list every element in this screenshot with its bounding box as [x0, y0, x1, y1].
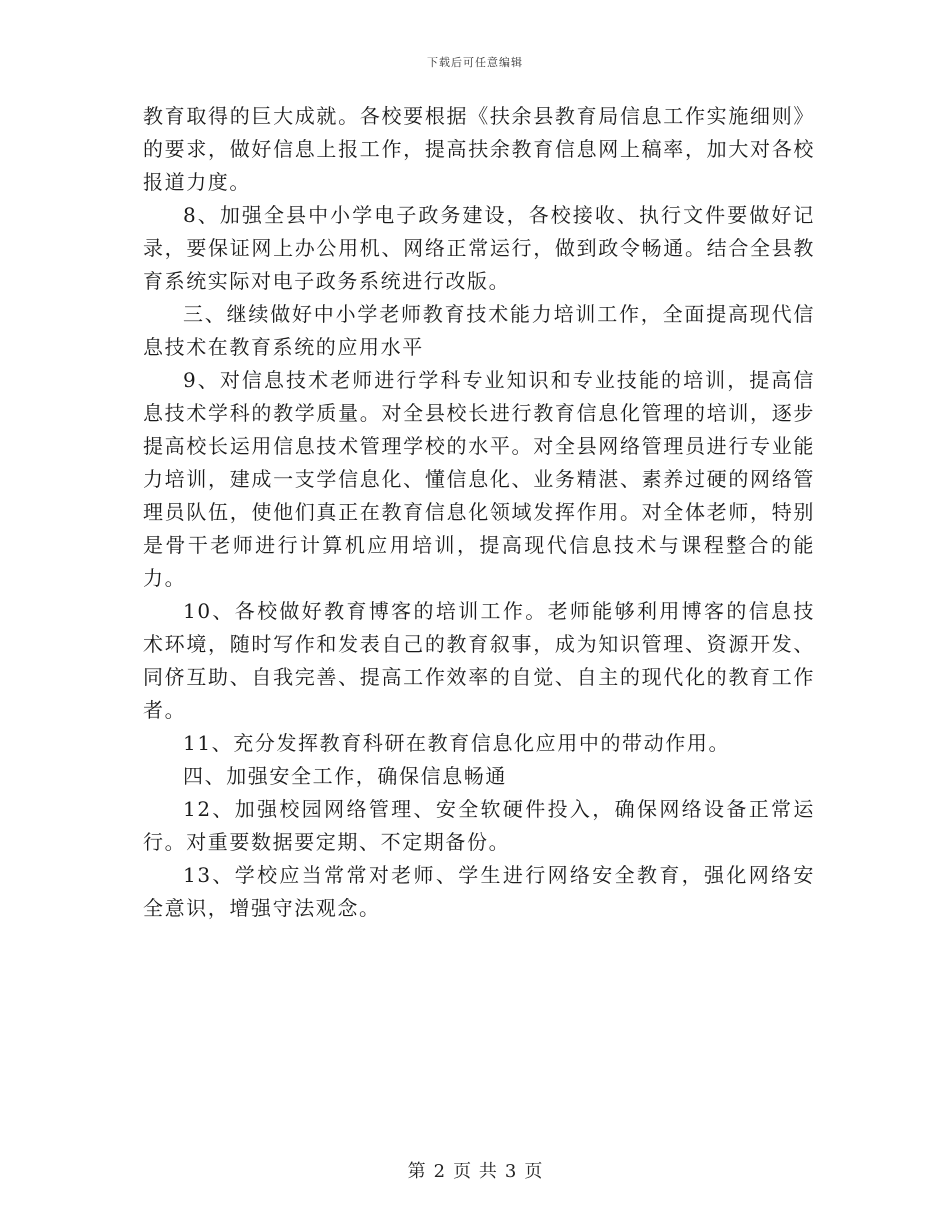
- section-heading-4: 四、加强安全工作，确保信息畅通: [183, 764, 507, 788]
- paragraph-item-13: 13、学校应当常常对老师、学生进行网络安全教育，强化网络安全意识，增强守法观念。: [143, 863, 815, 920]
- page-number-suffix: 页: [524, 1161, 543, 1182]
- page-number-total: 3: [504, 1161, 517, 1182]
- paragraph-item-10: 10、各校做好教育博客的培训工作。老师能够利用博客的信息技术环境，随时写作和发表自己的教育叙事，成为知识管理、资源开发、同侪互助、自我完善、提高工作效率的自觉、自主的现代化的教育工作者。: [143, 599, 815, 722]
- paragraph-item-9: 9、对信息技术老师进行学科专业知识和专业技能的培训，提高信息技术学科的教学质量。对全县校长进行教育信息化管理的培训，逐步提高校长运用信息技术管理学校的水平。对全县网络管理员进行专业能力培训，建成一支学信息化、懂信息化、业务精湛、素养过硬的网络管理员队伍，使他们真正在教育信息化领域发挥作用。对全体老师，特别是骨干老师进行计算机应用培训，提高现代信息技术与课程整合的能力。: [143, 368, 815, 590]
- section-heading-3: 三、继续做好中小学老师教育技术能力培训工作，全面提高现代信息技术在教育系统的应用水平: [143, 302, 815, 359]
- page-header: 下载后可任意编辑: [427, 56, 523, 69]
- page-number-current: 2: [433, 1161, 446, 1182]
- page-number: [0, 1157, 950, 1183]
- paragraph-item-11: 11、充分发挥教育科研在教育信息化应用中的带动作用。: [183, 731, 731, 755]
- paragraph-continued: 教育取得的巨大成就。各校要根据《扶余县教育局信息工作实施细则》的要求，做好信息上报工作，提高扶余教育信息网上稿率，加大对各校报道力度。: [143, 104, 815, 194]
- paragraph-item-12: 12、加强校园网络管理、安全软硬件投入，确保网络设备正常运行。对重要数据要定期、不定期备份。: [143, 797, 815, 854]
- page-number-prefix: 第: [407, 1161, 426, 1182]
- page-number-middle: 页 共: [453, 1161, 497, 1182]
- document-body: [143, 100, 815, 925]
- paragraph-item-8: 8、加强全县中小学电子政务建设，各校接收、执行文件要做好记录，要保证网上办公用机、网络正常运行，做到政令畅通。结合全县教育系统实际对电子政务系统进行改版。: [143, 203, 815, 293]
